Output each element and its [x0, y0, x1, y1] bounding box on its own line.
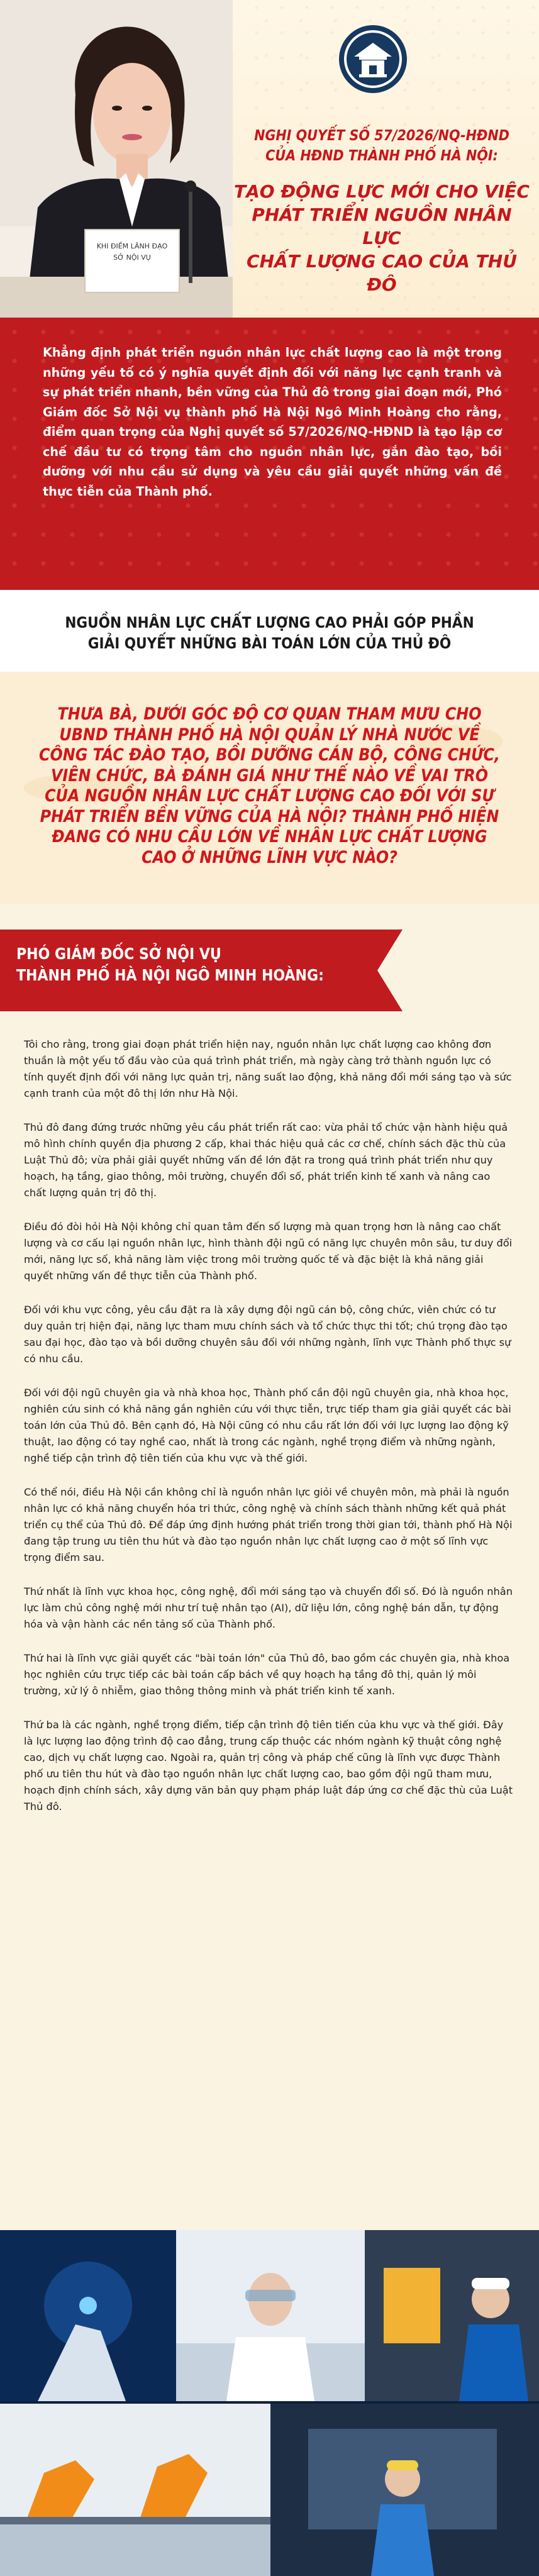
- answer-speaker-line1: PHÓ GIÁM ĐỐC SỞ NỘI VỤ: [16, 945, 221, 963]
- body-paragraph: Thứ hai là lĩnh vực giải quyết các "bài toán lớn" của Thủ đô, bao gồm các chuyên gia, nhà khoa học nghiên cứu trực tiếp các bài toán cấp bách về quy hoạch hạ tầng đô thị, quản lý môi trường, xử lý ô nhiễm, giao thông thông minh và phát triển kinh tế xanh.: [24, 1652, 510, 1697]
- photo-factory-line: [0, 2404, 270, 2576]
- photo-collage: [0, 2230, 539, 2576]
- subtitle-line1: TẠO ĐỘNG LỰC MỚI CHO VIỆC: [234, 181, 530, 202]
- official-portrait: [0, 0, 233, 318]
- answer-banner: [0, 930, 430, 1011]
- photo-engineer-robot: [365, 2230, 539, 2401]
- body-paragraph: Có thể nói, điều Hà Nội cần không chỉ là nguồn nhân lực giỏi về chuyên môn, mà phải là nguồn nhân lực có khả năng chuyển hóa tri thức, công nghệ và chính sách thành những kết quả phát triển cụ thể của Thủ đô. Để đáp ứng định hướng phát triển trong thời gian tới, thành phố Hà Nội đang tập trung ưu tiên thu hút và đào tạo nguồn nhân lực chất lượng cao ở một số lĩnh vực trọng điểm sau.: [24, 1486, 513, 1563]
- resolution-title-line2: CỦA HĐND THÀNH PHỐ HÀ NỘI:: [265, 148, 498, 164]
- answer-body: [24, 1036, 513, 1833]
- photo-plant-worker: [270, 2404, 539, 2576]
- photo-lab-researcher: [176, 2230, 365, 2401]
- question-text: THƯA BÀ, DƯỚI GÓC ĐỘ CƠ QUAN THAM MƯU CHO UBND THÀNH PHỐ HÀ NỘI QUẢN LÝ NHÀ NƯỚC VỀ CÔNG TÁC ĐÀO TẠO, BỒI DƯỠNG CÁN BỘ, CÔNG CHỨC, VIÊN CHỨC, BÀ ĐÁNH GIÁ NHƯ THẾ NÀO VỀ VAI TRÒ CỦA NGUỒN NHÂN LỰC CHẤT LƯỢNG CAO ĐỐI VỚI SỰ PHÁT TRIỂN BỀN VỮNG CỦA HÀ NỘI? THÀNH PHỐ HIỆN ĐANG CÓ NHU CẦU LỚN VỀ NHÂN LỰC CHẤT LƯỢNG CAO Ở NHỮNG LĨNH VỰC NÀO?: [38, 704, 500, 867]
- nameplate-line1: KHI ĐIỀM LÃNH ĐẠO: [96, 242, 168, 250]
- answer-speaker-line2: THÀNH PHỐ HÀ NỘI NGÔ MINH HOÀNG:: [16, 966, 324, 984]
- interview-question: [0, 672, 539, 904]
- nameplate-line2: SỞ NỘI VỤ: [113, 253, 151, 262]
- section-heading-line1: NGUỒN NHÂN LỰC CHẤT LƯỢNG CAO PHẢI GÓP PHẦN: [65, 614, 474, 631]
- body-paragraph: Đối với khu vực công, yêu cầu đặt ra là xây dựng đội ngũ cán bộ, công chức, viên chức có tư duy quản trị hiện đại, năng lực tham mưu chính sách và tổ chức thực thi tốt; chú trọng đào tạo sau đại học, đào tạo và bồi dưỡng chuyên sâu đối với những ngành, lĩnh vực Thành phố thực sự có nhu cầu.: [24, 1304, 511, 1365]
- subtitle-line2: PHÁT TRIỂN NGUỒN NHÂN LỰC: [252, 204, 512, 248]
- body-paragraph: Điều đó đòi hỏi Hà Nội không chỉ quan tâm đến số lượng mà quan trọng hơn là nâng cao chất lượng và cơ cấu lại nguồn nhân lực, hình thành đội ngũ có năng lực chuyên môn sâu, tư duy đổi mới, năng lực số, khả năng làm việc trong môi trường quốc tế và đặc biệt là khả năng giải quyết những vấn đề thực tiễn của Thành phố.: [24, 1221, 513, 1282]
- intro-block: [0, 318, 539, 590]
- body-paragraph: Thứ nhất là lĩnh vực khoa học, công nghệ, đổi mới sáng tạo và chuyển đổi số. Đó là nguồn nhân lực làm chủ công nghệ mới như trí tuệ nhân tạo (AI), dữ liệu lớn, công nghệ bán dẫn, tự động hóa và vận hành các nền tảng số của Thành phố.: [24, 1585, 513, 1630]
- body-paragraph: Thủ đô đang đứng trước những yêu cầu phát triển rất cao: vừa phải tổ chức vận hành hiệu quả mô hình chính quyền địa phương 2 cấp, khai thác hiệu quả các cơ chế, chính sách đặc thù của Luật Thủ đô; vừa phải giải quyết những vấn đề lớn đặt ra trong quá trình phát triển như quy hoạch, hạ tầng, giao thông, môi trường, chuyển đổi số, phát triển kinh tế xanh và nâng cao chất lượng quản trị đô thị.: [24, 1121, 508, 1199]
- resolution-title: [234, 126, 530, 166]
- intro-text: Khẳng định phát triển nguồn nhân lực chất lượng cao là một trong những yếu tố có ý nghĩa quyết định đối với năng lực cạnh tranh và sự phát triển nhanh, bền vững của Thủ đô trong giai đoạn mới, Phó Giám đốc Sở Nội vụ thành phố Hà Nội Ngô Minh Hoàng cho rằng, điểm quan trọng của Nghị quyết số 57/2026/NQ-HĐND là tạo lập cơ chế đầu tư có trọng tâm cho nguồn nhân lực, gắn đào tạo, bồi dưỡng với nhu cầu sử dụng và yêu cầu giải quyết những vấn đề thực tiễn của Thành phố.: [43, 345, 502, 499]
- resolution-title-line1: NGHỊ QUYẾT SỐ 57/2026/NQ-HĐND: [254, 128, 509, 144]
- subtitle-line3: CHẤT LƯỢNG CAO CỦA THỦ ĐÔ: [247, 251, 517, 295]
- section-heading-text: [25, 613, 514, 654]
- resolution-subtitle: [234, 180, 530, 296]
- section-heading: [0, 590, 539, 672]
- answer-speaker: [16, 943, 419, 986]
- body-paragraph: Tôi cho rằng, trong giai đoạn phát triển hiện nay, nguồn nhân lực chất lượng cao không đơn thuần là một yếu tố đầu vào của quá trình phát triển, mà ngày càng trở thành nguồn lực có tính quyết định đối với năng lực quản trị, năng suất lao động, khả năng đổi mới sáng tạo và sức cạnh tranh của một đô thị lớn như Hà Nội.: [24, 1038, 512, 1099]
- header: [0, 0, 539, 318]
- hanoi-emblem-icon: [338, 24, 408, 94]
- body-paragraph: Đối với đội ngũ chuyên gia và nhà khoa học, Thành phố cần đội ngũ chuyên gia, nhà khoa học, nghiên cứu sinh có khả năng gắn nghiên cứu với thực tiễn, trực tiếp tham gia giải quyết các bài toán lớn của Thủ đô. Bên cạnh đó, Hà Nội cũng có nhu cầu rất lớn đối với lực lượng lao động kỹ thuật, lao động có tay nghề cao, nhất là trong các ngành, nghề trọng điểm và những ngành, nghề tiếp cận trình độ tiên tiến của khu vực và thế giới.: [24, 1387, 511, 1464]
- body-paragraph: Thứ ba là các ngành, nghề trọng điểm, tiếp cận trình độ tiên tiến của khu vực và thế giới. Đây là lực lượng lao động trình độ cao đẳng, trung cấp thuộc các nhóm ngành kỹ thuật công nghệ cao, dịch vụ chất lượng cao. Ngoài ra, quản trị công và pháp chế cũng là lĩnh vực được Thành phố ưu tiên thu hút và đào tạo nguồn nhân lực chất lượng cao, bao gồm đội ngũ tham mưu, hoạch định chính sách, xây dựng văn bản quy phạm pháp luật đáp ứng cơ chế đặc thù của Luật Thủ đô.: [24, 1719, 513, 1813]
- section-heading-line2: GIẢI QUYẾT NHỮNG BÀI TOÁN LỚN CỦA THỦ ĐÔ: [87, 635, 452, 652]
- photo-robot-hand: [0, 2230, 176, 2401]
